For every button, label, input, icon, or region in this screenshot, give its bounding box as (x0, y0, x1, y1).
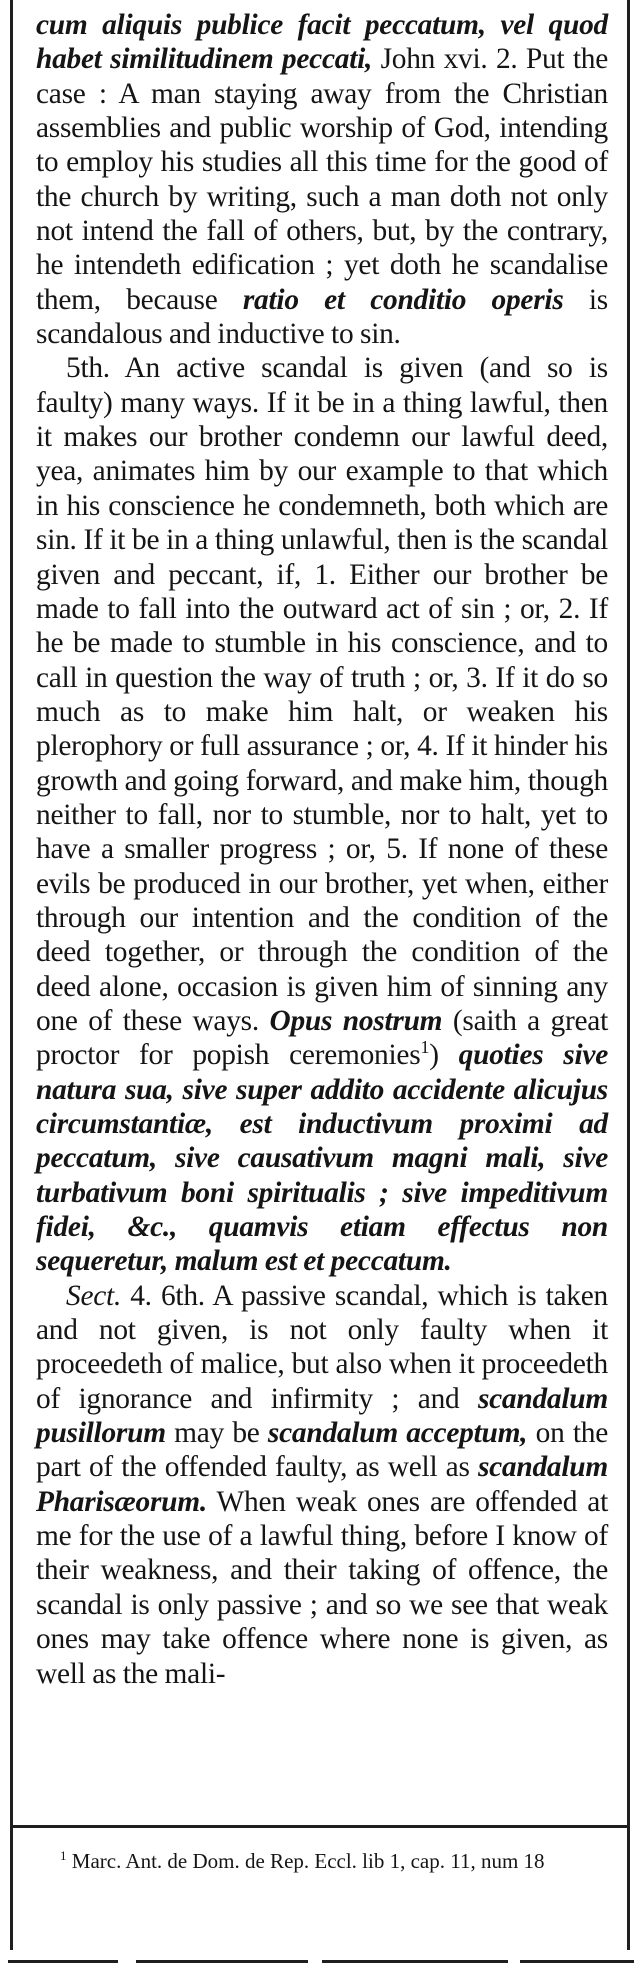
italic-text: Opus nostrum (269, 1004, 443, 1037)
italic-text: ratio et conditio operis (242, 283, 564, 316)
italic-text: Sect. (66, 1279, 122, 1312)
italic-text: scandalum acceptum, (267, 1417, 528, 1450)
text-run: John xvi. 2. Put the case : A man staying away from the Christian assemblies and public worship of God, intending to employ his studies all this time for the good of the church by writing, such a man doth not only not intend the fall of others, but, by the contrary, he intendeth edification ; yet doth he scandalise them, because (36, 43, 609, 316)
paragraph (36, 8, 608, 351)
text-run: ) (429, 1039, 459, 1072)
right-margin-rule (627, 0, 630, 1950)
text-run: 5th. An active scandal is given (and so is faulty) many ways. If it be in a thing lawful, then it makes our brother condemn our lawful deed, yea, animates him by our example to that which in his conscience he condemneth, both which are sin. If it be in a thing unlawful, then is the scandal given and peccant, if, 1. Either our brother be made to fall into the outward act of sin ; or, 2. If he be made to stumble in his conscience, and to call in question the way of truth ; or, 3. If it do so much as to make him halt, or weaken his plerophory or full assurance ; or, 4. If it hinder his growth and going forward, and make him, though neither to fall, nor to stumble, nor to halt, yet to have a smaller progress ; or, 5. If none of these evils be produced in our brother, yet when, either through our intention and the condition of the deed together, or through the condition of the deed alone, occasion is given him of sinning any one of these ways. (36, 352, 608, 1037)
footnote-reference: 1 (420, 1037, 430, 1058)
paragraph (36, 351, 608, 1278)
footnote-marker: 1 (60, 1848, 67, 1863)
text-run: 4. 6th. A passive scandal, which is taken and not given, is not only faulty when it proceedeth of malice, but also when it proceedeth of ignorance and infirmity ; and (36, 1279, 608, 1415)
text-run: may be (165, 1417, 268, 1450)
bottom-page-rule (8, 1960, 634, 1963)
body-text (36, 8, 608, 1691)
body-text-column (36, 8, 608, 1691)
text-run: is scandalous and inductive to sin. (36, 283, 608, 351)
italic-text: scandalum Pharisæorum. (36, 1451, 608, 1518)
left-margin-rule (10, 0, 13, 1950)
paragraph (36, 1279, 608, 1691)
italic-text: quoties sive natura sua, sive super addito accidente alicujus circumstantiæ, est inductivum proximi ad peccatum, sive causativum magni mali, sive turbativum boni spiritualis ; sive impeditivum fidei, &c., quamvis etiam effectus non sequeretur, malum est et peccatum. (36, 1039, 608, 1278)
text-run: on the part of the offended faulty, as well as (36, 1417, 609, 1484)
footnote-text: Marc. Ant. de Dom. de Rep. Eccl. lib 1, cap. 11, num 18 (66, 1849, 545, 1873)
footnote (34, 1848, 608, 1874)
text-run: (saith a great proctor for popish ceremonies (36, 1004, 609, 1072)
footnote-separator (12, 1825, 628, 1828)
text-run: When weak ones are offended at me for the use of a lawful thing, before I know of their weakness, and their taking of offence, the scandal is only passive ; and so we see that weak ones may take offence where none is given, as well as the mali- (36, 1485, 608, 1690)
italic-text: cum aliquis publice facit peccatum, vel quod habet similitudinem peccati, (36, 9, 608, 76)
italic-text: scandalum pusillorum (36, 1382, 608, 1450)
